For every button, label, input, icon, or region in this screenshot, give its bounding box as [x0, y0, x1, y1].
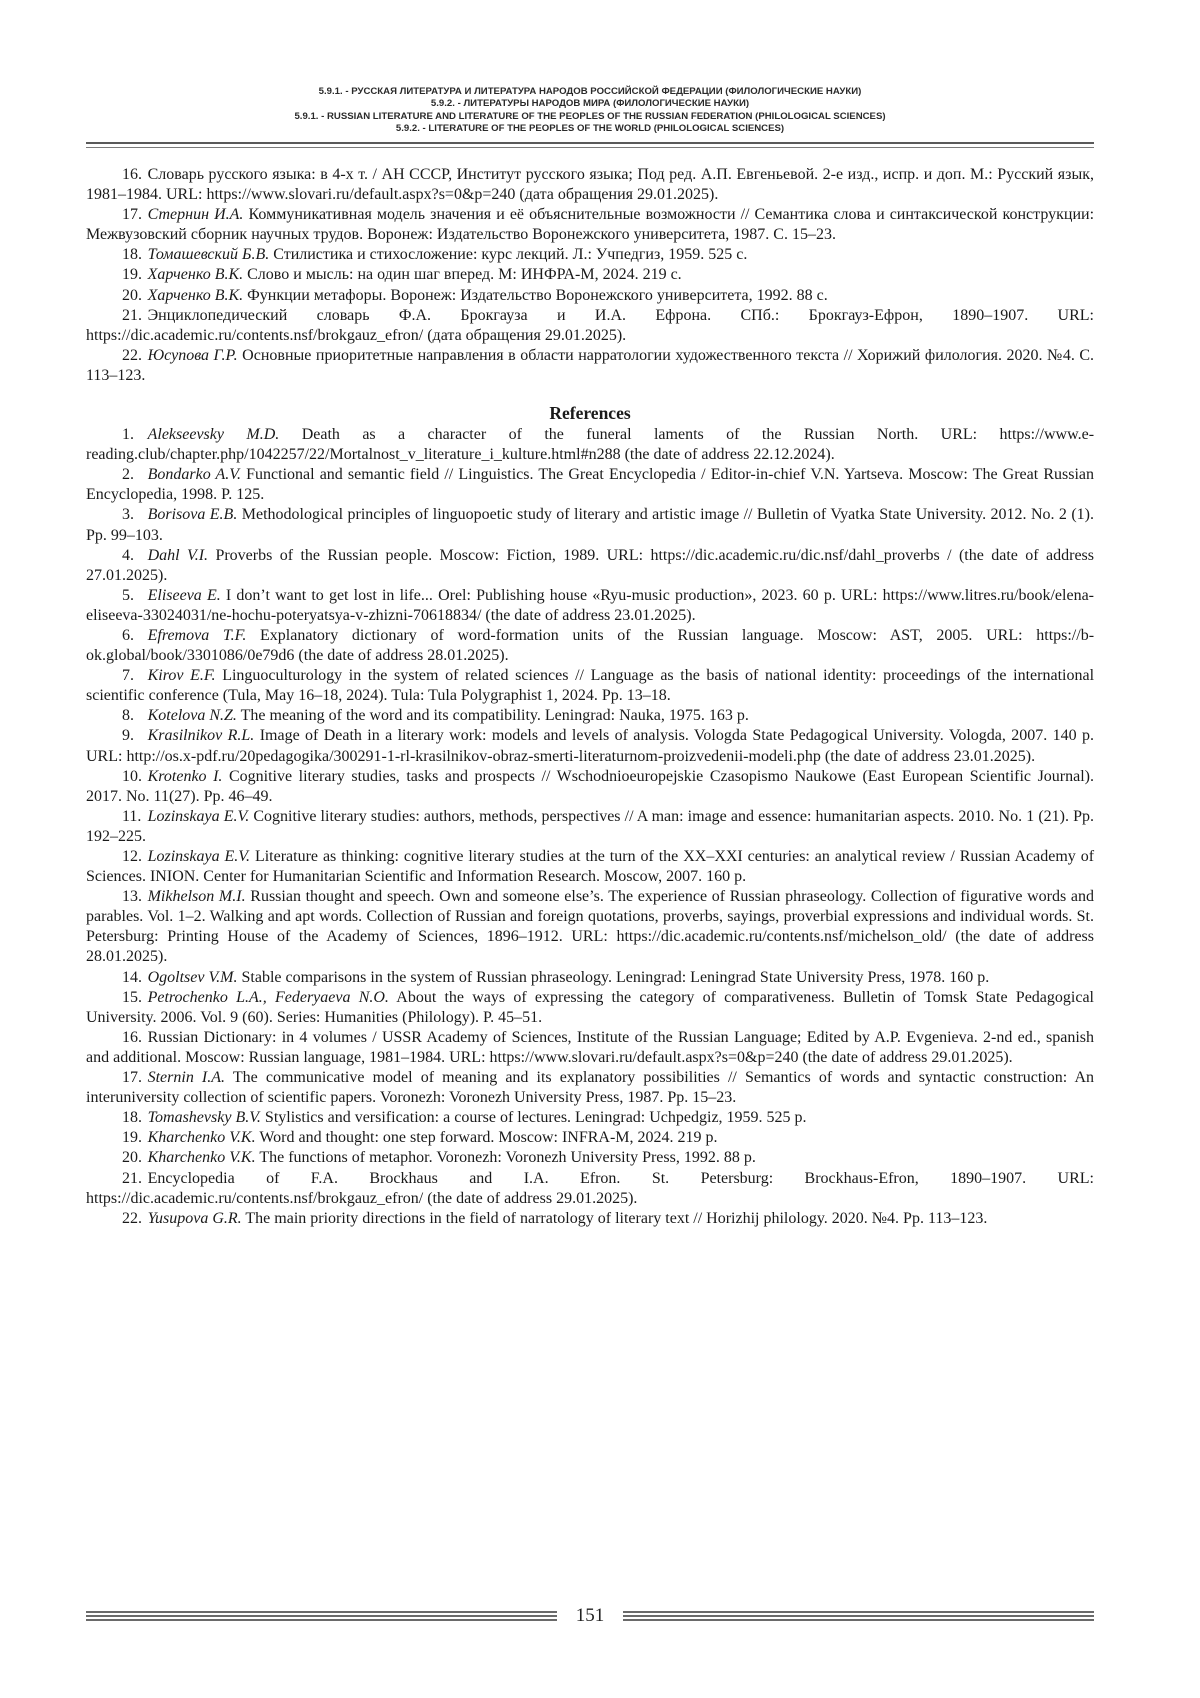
entry-author: Tomashevsky B.V.: [147, 1109, 261, 1127]
bibliography-entry: [86, 245, 1094, 265]
entry-author: Lozinskaya E.V.: [147, 807, 250, 825]
entry-author: Krotenko I.: [147, 767, 223, 785]
russian-reference-list: [86, 165, 1094, 386]
bibliography-entry: [86, 626, 1094, 666]
entry-author: Юсупова Г.Р.: [147, 346, 238, 364]
entry-text: Functional and semantic field // Linguistics. The Great Encyclopedia / Editor-in-chief V.N. Yartseva. Moscow: The Great Russian Encyclopedia, 1998. P. 125.: [86, 466, 1095, 504]
page-footer: [86, 1605, 1094, 1627]
entry-number: 5.: [122, 586, 134, 604]
page-content: [86, 165, 1094, 1229]
entry-text: About the ways of expressing the category of comparativeness. Bulletin of Tomsk State Pedagogical University. 2006. Vol. 9 (60). Series: Humanities (Philology). P. 45–51.: [86, 988, 1094, 1026]
entry-text: Russian Dictionary: in 4 volumes / USSR Academy of Sciences, Institute of the Russian Language; Edited by A.P. Evgenieva. 2-nd ed., spanish and additional. Moscow: Russian language, 1981–1984. URL: https://www.slovari.ru/default.aspx?s=0&p=240 (the date of address 29.01.2025).: [86, 1028, 1094, 1066]
entry-text: I don’t want to get lost in life... Orel: Publishing house «Ryu-music production», 2023. 60 p. URL: https://www.litres.ru/book/elena-eliseeva-33024031/ne-hochu-poteryatsya-v-zhizni-70618834/ (the date of address 23.01.2025).: [86, 586, 1094, 624]
entry-author: Mikhelson M.I.: [147, 888, 246, 906]
bibliography-entry: [86, 1209, 1094, 1229]
bibliography-entry: [86, 988, 1094, 1028]
bibliography-entry: [86, 1108, 1094, 1128]
bibliography-entry: [86, 767, 1094, 807]
bibliography-entry: [86, 505, 1094, 545]
entry-text: Основные приоритетные направления в области нарратологии художественного текста // Хорижий филология. 2020. №4. С. 113–123.: [86, 346, 1095, 384]
entry-text: Функции метафоры. Воронеж: Издательство Воронежского университета, 1992. 88 с.: [247, 286, 828, 304]
bibliography-entry: [86, 306, 1094, 346]
bibliography-entry: [86, 1068, 1094, 1108]
entry-text: Слово и мысль: на один шаг вперед. М: ИНФРА-М, 2024. 219 с.: [247, 266, 682, 284]
bibliography-entry: [86, 425, 1094, 465]
entry-author: Sternin I.A.: [147, 1069, 226, 1087]
entry-author: Ogoltsev V.M.: [147, 968, 238, 986]
entry-text: The main priority directions in the field of narratology of literary text // Horizhij philology. 2020. №4. Pp. 113–123.: [245, 1209, 988, 1227]
references-heading: References: [549, 403, 631, 424]
entry-author: Kotelova N.Z.: [147, 707, 237, 725]
entry-number: 18.: [122, 246, 142, 264]
bibliography-entry: [86, 465, 1094, 505]
header-line: 5.9.1. - RUSSIAN LITERATURE AND LITERATURE OF THE PEOPLES OF THE RUSSIAN FEDERATION (PHILOLOGICAL SCIENCES): [294, 110, 886, 122]
entry-author: Petrochenko L.A., Federyaeva N.O.: [147, 988, 389, 1006]
bibliography-entry: [86, 968, 1094, 988]
entry-number: 12.: [122, 848, 142, 865]
entry-text: Linguoculturology in the system of related sciences // Language as the basis of national identity: proceedings of the international scientific conference (Tula, May 16–18, 2024). Tula: Tula Polygraphist 1, 2024. Pp. 13–18.: [86, 667, 1095, 705]
entry-number: 6.: [122, 626, 134, 644]
entry-number: 19.: [122, 1129, 142, 1147]
bibliography-entry: [86, 887, 1094, 967]
entry-author: Borisova E.B.: [147, 506, 238, 524]
bibliography-entry: [86, 1169, 1094, 1209]
bibliography-entry: [86, 1128, 1094, 1148]
entry-text: Word and thought: one step forward. Moscow: INFRA-M, 2024. 219 p.: [259, 1129, 718, 1147]
entry-number: 17.: [122, 206, 142, 224]
entry-number: 14.: [122, 968, 142, 986]
entry-author: Yusupova G.R.: [147, 1209, 242, 1227]
entry-author: Харченко В.К.: [147, 266, 244, 284]
entry-text: The communicative model of meaning and its explanatory possibilities // Semantics of words and syntactic construction: An interuniversity collection of scientific papers. Voronezh: Voronezh University Press, 1987. Pp. 15–23.: [86, 1069, 1094, 1107]
entry-text: Stable comparisons in the system of Russian phraseology. Leningrad: Leningrad State University Press, 1978. 160 p.: [241, 968, 990, 986]
header-line: 5.9.2. - ЛИТЕРАТУРЫ НАРОДОВ МИРА (ФИЛОЛОГИЧЕСКИЕ НАУКИ): [430, 98, 750, 110]
header-line: 5.9.2. - LITERATURE OF THE PEOPLES OF THE WORLD (PHILOLOGICAL SCIENCES): [395, 123, 785, 135]
entry-number: 20.: [122, 1149, 142, 1167]
entry-text: Stylistics and versification: a course of lectures. Leningrad: Uchpedgiz, 1959. 525 p.: [264, 1109, 807, 1127]
entry-text: Literature as thinking: cognitive literary studies at the turn of the XX–XXI centuries: an analytical review / Russian Academy of Sciences. INION. Center for Humanitarian Scientific and Information Research. Moscow, 2007. 160 p.: [86, 848, 1095, 886]
entry-text: Methodological principles of linguopoetic study of literary and artistic image // Bulletin of Vyatka State University. 2012. No. 2 (1). Pp. 99–103.: [86, 506, 1094, 544]
header-rule: [86, 142, 1094, 144]
entry-text: Стилистика и стихосложение: курс лекций. Л.: Учпедгиз, 1959. 525 с.: [273, 246, 748, 264]
entry-number: 21.: [122, 306, 142, 324]
bibliography-entry: [86, 726, 1094, 766]
entry-author: Kharchenko V.K.: [147, 1129, 256, 1147]
entry-number: 9.: [122, 727, 134, 745]
entry-number: 16.: [122, 1028, 142, 1046]
entry-number: 16.: [122, 166, 142, 183]
entry-number: 3.: [122, 506, 134, 524]
entry-number: 19.: [122, 266, 142, 284]
entry-text: The functions of metaphor. Voronezh: Voronezh University Press, 1992. 88 p.: [259, 1149, 756, 1167]
entry-number: 21.: [122, 1169, 142, 1187]
bibliography-entry: [86, 205, 1094, 245]
header-line: 5.9.1. - РУССКАЯ ЛИТЕРАТУРА И ЛИТЕРАТУРА НАРОДОВ РОССИЙСКОЙ ФЕДЕРАЦИИ (ФИЛОЛОГИЧЕСКИЕ НАУКИ): [318, 86, 862, 97]
bibliography-entry: [86, 847, 1094, 887]
entry-text: Image of Death in a literary work: models and levels of analysis. Vologda State Pedagogical University. Vologda, 2007. 140 p. URL: http://os.x-pdf.ru/20pedagogika/300291-1-rl-krasilnikov-obraz-smerti-literaturnom-proizvedenii-modeli.php (the date of address 23.01.2025).: [86, 727, 1095, 765]
bibliography-entry: [86, 586, 1094, 626]
entry-text: The meaning of the word and its compatibility. Leningrad: Nauka, 1975. 163 p.: [240, 707, 749, 725]
entry-number: 22.: [122, 1209, 142, 1227]
entry-author: Lozinskaya E.V.: [147, 848, 251, 865]
entry-text: Cognitive literary studies, tasks and prospects // Wschodnioeuropejskie Czasopismo Naukowe (East European Scientific Journal). 2017. No. 11(27). Pp. 46–49.: [86, 767, 1094, 805]
entry-author: Efremova T.F.: [147, 626, 247, 644]
bibliography-entry: [86, 706, 1094, 726]
entry-author: Bondarko A.V.: [147, 466, 242, 484]
entry-author: Dahl V.I.: [147, 546, 209, 564]
bibliography-entry: [86, 1028, 1094, 1068]
entry-author: Eliseeva E.: [147, 586, 221, 604]
entry-number: 2.: [122, 466, 134, 484]
entry-number: 4.: [122, 546, 134, 564]
entry-text: Death as a character of the funeral laments of the Russian North. URL: https://www.e-reading.club/chapter.php/1042257/22/Mortalnost_v_literature_i_kulture.html#n288 (the date of address 22.12.2024).: [86, 426, 1095, 464]
bibliography-entry: [86, 265, 1094, 285]
entry-text: Коммуникативная модель значения и её объяснительные возможности // Семантика слова и синтаксической конструкции: Межвузовский сборник научных трудов. Воронеж: Издательство Воронежского университета, 1987. С. 15–23.: [86, 206, 1095, 244]
entry-author: Alekseevsky M.D.: [147, 426, 280, 444]
entry-number: 13.: [122, 888, 142, 906]
entry-text: Encyclopedia of F.A. Brockhaus and I.A. Efron. St. Petersburg: Brockhaus-Efron, 1890–1907. URL: https://dic.academic.ru/contents.nsf/brokgauz_efron/ (the date of address 29.01.2025).: [86, 1169, 1094, 1207]
entry-author: Krasilnikov R.L.: [147, 727, 255, 745]
running-header: [86, 86, 1094, 136]
bibliography-entry: [86, 165, 1094, 205]
entry-number: 17.: [122, 1069, 142, 1087]
bibliography-entry: [86, 1148, 1094, 1168]
entry-text: Proverbs of the Russian people. Moscow: Fiction, 1989. URL: https://dic.academic.ru/dic.nsf/dahl_proverbs / (the date of address 27.01.2025).: [86, 546, 1095, 584]
entry-number: 1.: [122, 426, 134, 444]
entry-number: 22.: [122, 346, 142, 364]
entry-text: Словарь русского языка: в 4-х т. / АН СССР, Институт русского языка; Под ред. А.П. Евгеньевой. 2-е изд., испр. и доп. М.: Русский язык, 1981–1984. URL: https://www.slovari.ru/default.aspx?s=0&p=240 (дата обращения 29.01.2025).: [86, 166, 1094, 204]
bibliography-entry: [86, 807, 1094, 847]
footer-rule-left: [86, 1611, 557, 1621]
entry-number: 18.: [122, 1109, 142, 1127]
entry-author: Стернин И.А.: [147, 206, 244, 224]
footer-rule-right: [623, 1611, 1094, 1621]
bibliography-entry: [86, 346, 1094, 386]
references-list: [86, 425, 1094, 1229]
entry-number: 11.: [122, 807, 142, 825]
entry-author: Kharchenko V.K.: [147, 1149, 256, 1167]
entry-text: Энциклопедический словарь Ф.А. Брокгауза и И.А. Ефрона. СПб.: Брокгауз-Ефрон, 1890–1907. URL: https://dic.academic.ru/contents.nsf/brokgauz_efron/ (дата обращения 29.01.2025).: [86, 306, 1094, 344]
entry-text: Russian thought and speech. Own and someone else’s. The experience of Russian phraseology. Collection of figurative words and parables. Vol. 1–2. Walking and apt words. Collection of Russian and foreign quotations, proverbs, sayings, proverbial expressions and individual words. St. Petersburg: Printing House of the Academy of Sciences, 1896–1912. URL: https://dic.academic.ru/contents.nsf/michelson_old/ (the date of address 28.01.2025).: [86, 888, 1095, 966]
entry-number: 10.: [122, 767, 142, 785]
bibliography-entry: [86, 666, 1094, 706]
bibliography-entry: [86, 546, 1094, 586]
entry-text: Cognitive literary studies: authors, methods, perspectives // A man: image and essence: humanitarian aspects. 2010. No. 1 (21). Pp. 192–225.: [86, 807, 1094, 845]
header-rule: [86, 147, 1094, 148]
entry-number: 8.: [122, 707, 134, 725]
entry-number: 7.: [122, 667, 134, 685]
bibliography-entry: [86, 286, 1094, 306]
entry-author: Томашевский Б.В.: [147, 246, 270, 264]
entry-number: 15.: [122, 988, 142, 1006]
page-number: 151: [575, 1605, 605, 1626]
entry-author: Харченко В.К.: [147, 286, 244, 304]
entry-number: 20.: [122, 286, 142, 304]
entry-author: Kirov E.F.: [147, 667, 216, 685]
entry-text: Explanatory dictionary of word-formation units of the Russian language. Moscow: AST, 2005. URL: https://b-ok.global/book/3301086/0e79d6 (the date of address 28.01.2025).: [86, 626, 1095, 665]
